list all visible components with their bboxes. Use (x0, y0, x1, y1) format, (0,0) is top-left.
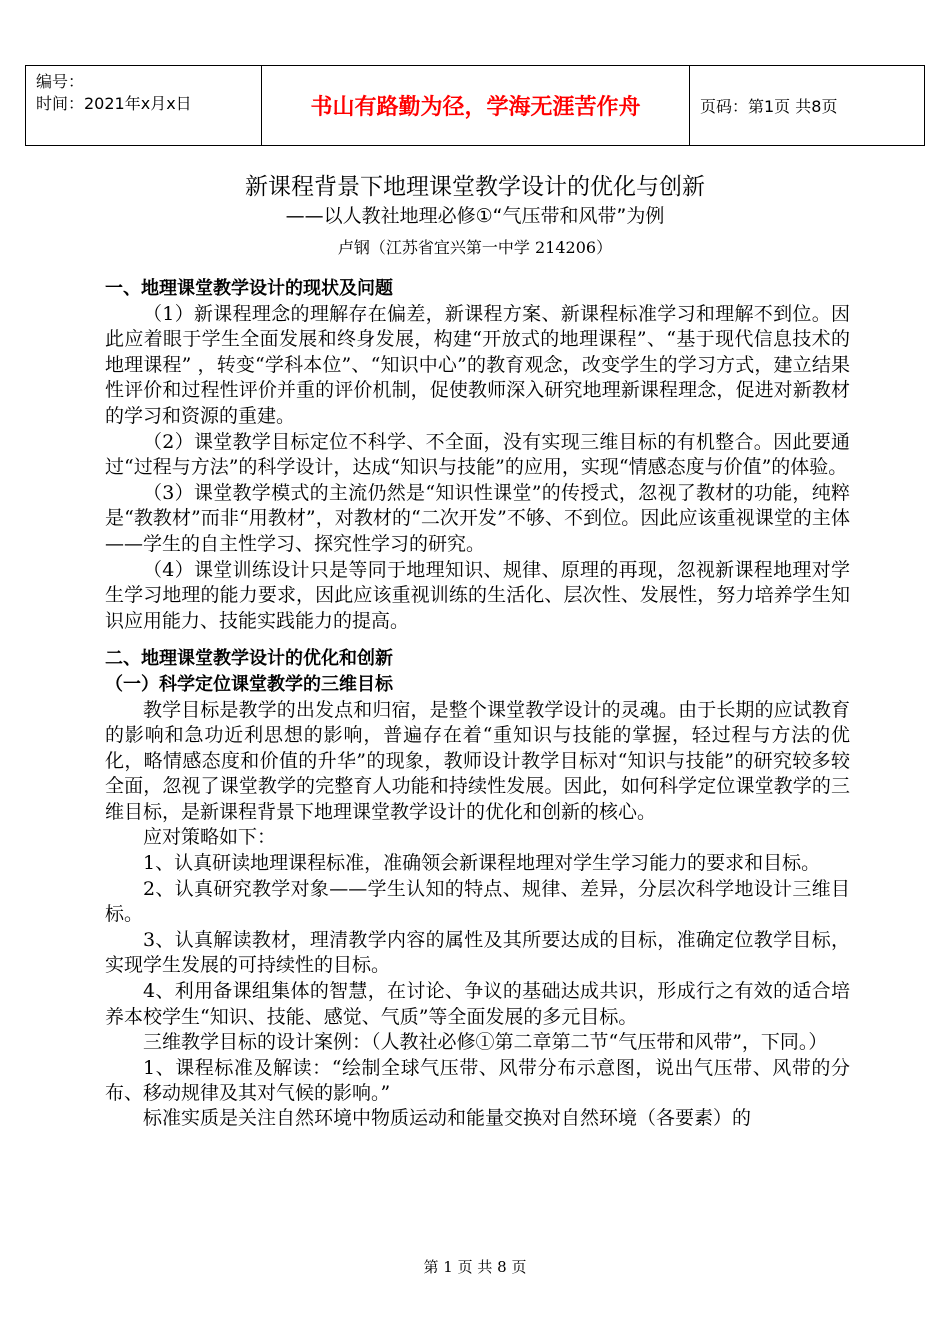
section1-paragraph-3: （3）课堂教学模式的主流仍然是“知识性课堂”的传授式，忽视了教材的功能，纯粹是“教教材”而非“用教材”，对教材的“二次开发”不够、不到位。因此应该重视课堂的主体——学生的自主性学习、探究性学习的研究。 (105, 481, 850, 555)
header-meta-cell (26, 66, 262, 146)
section1-paragraph-1: （1）新课程理念的理解存在偏差，新课程方案、新课程标准学习和理解不到位。因此应着眼于学生全面发展和终身发展，构建“开放式的地理课程”、“基于现代信息技术的地理课程” ，转变“学科本位”、“知识中心”的教育观念，改变学生的学习方式，建立结果性评价和过程性评价并重的评价机制，促使教师深入研究地理新课程理念，促进对新教材的学习和资源的重建。 (105, 302, 850, 427)
section2-paragraph-5: 3、认真解读教材，理清教学内容的属性及其所要达成的目标，准确定位教学目标，实现学生发展的可持续性的目标。 (105, 928, 850, 977)
section1-paragraph-4: （4）课堂训练设计只是等同于地理知识、规律、原理的再现，忽视新课程地理对学生学习地理的能力要求，因此应该重视训练的生活化、层次性、发展性，努力培养学生知识应用能力、技能实践能力的提高。 (105, 558, 850, 632)
page-footer: 第 1 页 共 8 页 (423, 1258, 527, 1276)
doc-time-label: 时间：2021年x月x日 (36, 94, 192, 113)
section1-heading: 一、地理课堂教学设计的现状及问题 (105, 278, 393, 299)
section2-subheading: （一）科学定位课堂教学的三维目标 (105, 673, 393, 695)
doc-title: 新课程背景下地理课堂教学设计的优化与创新 (245, 174, 705, 200)
doc-number-label: 编号： (36, 72, 85, 91)
header-motto: 书山有路勤为径，学海无涯苦作舟 (262, 66, 690, 146)
section2-paragraph-3: 1、认真研读地理课程标准，准确领会新课程地理对学生学习能力的要求和目标。 (143, 852, 821, 875)
doc-subtitle: ——以人教社地理必修①“气压带和风带”为例 (285, 205, 665, 227)
section2-heading: 二、地理课堂教学设计的优化和创新 (105, 648, 393, 670)
doc-author: 卢钢（江苏省宜兴第一中学 214206） (337, 238, 613, 257)
header-page-info: 页码：第1页 共8页 (690, 66, 925, 146)
doc-body (105, 276, 850, 1132)
section2-paragraph-7: 三维教学目标的设计案例：（人教社必修①第二章第二节“气压带和风带”，下同。） (143, 1031, 828, 1054)
section1-paragraph-2: （2）课堂教学目标定位不科学、不全面，没有实现三维目标的有机整合。因此要通过“过程与方法”的科学设计，达成“知识与技能”的应用，实现“情感态度与价值”的体验。 (105, 430, 850, 479)
section2-paragraph-9: 标准实质是关注自然环境中物质运动和能量交换对自然环境（各要素）的 (143, 1107, 752, 1130)
section2-paragraph-8: 1、课程标准及解读：“绘制全球气压带、风带分布示意图，说出气压带、风带的分布、移动规律及其对气候的影响。” (105, 1056, 850, 1105)
section2-paragraph-6: 4、利用备课组集体的智慧，在讨论、争议的基础达成共识，形成行之有效的适合培养本校学生“知识、技能、感觉、气质”等全面发展的多元目标。 (105, 980, 850, 1028)
section2-paragraph-4: 2、认真研究教学对象——学生认知的特点、规律、差异，分层次科学地设计三维目标。 (105, 877, 850, 926)
header-table (25, 65, 925, 146)
section2-paragraph-1: 教学目标是教学的出发点和归宿，是整个课堂教学设计的灵魂。由于长期的应试教育的影响和急功近利思想的影响，普遍存在着“重知识与技能的掌握，轻过程与方法的优化，略情感态度和价值的升华”的现象，教师设计教学目标对“知识与技能”的研究较多较全面，忽视了课堂教学的完整育人功能和持续性发展。因此，如何科学定位课堂教学的三维目标，是新课程背景下地理课堂教学设计的优化和创新的核心。 (105, 698, 850, 823)
section2-paragraph-2: 应对策略如下： (143, 826, 277, 849)
